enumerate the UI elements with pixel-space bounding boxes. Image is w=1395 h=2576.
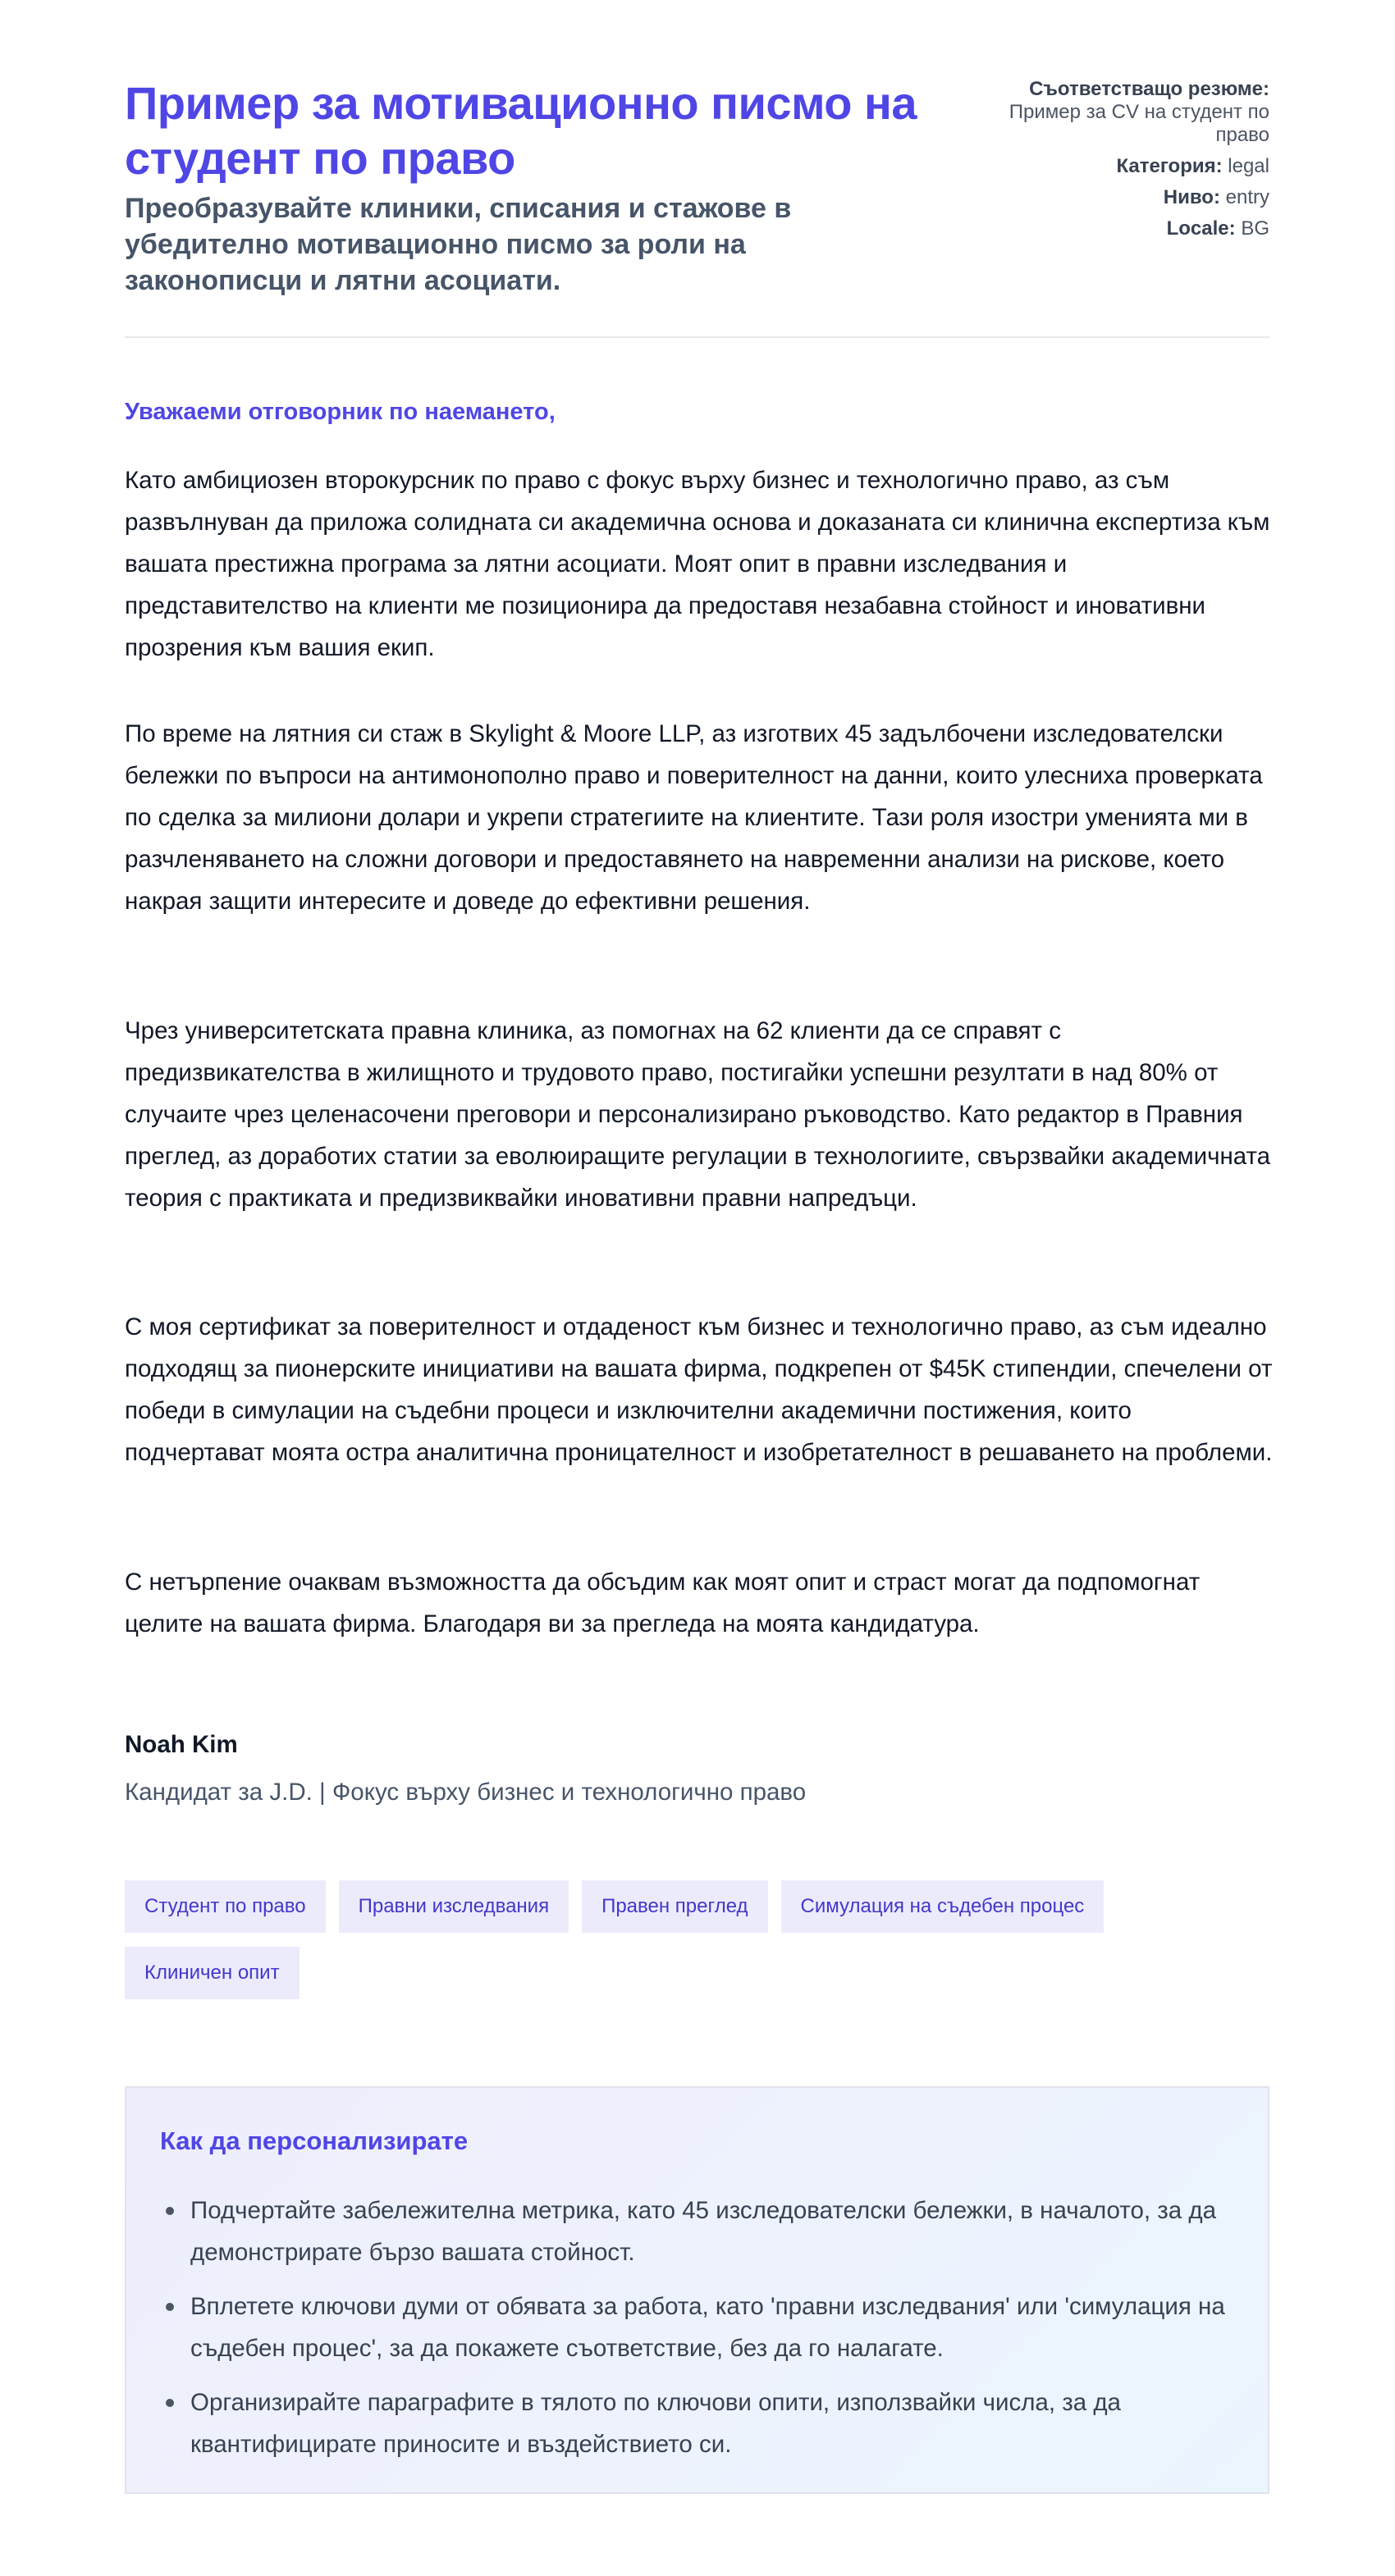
bullet-dot-icon — [166, 2399, 174, 2407]
letter-salutation: Уважаеми отговорник по наемането, — [125, 399, 556, 425]
letter-paragraph: Като амбициозен второкурсник по право с фокус върху бизнес и технологично право, аз съм развълнуван да приложа солидната си академична основа и доказаната си клинична експертиза към вашата престижна програма за лятни асоциати. Моят опит в правни изследвания и представителство на клиенти ме позиционира да предоставя незабавна стойност и иновативни прозрения към вашия екип. — [125, 467, 1270, 661]
meta-level — [999, 186, 1269, 209]
tips-list-item — [190, 2286, 1274, 2369]
meta-locale-value: BG — [1241, 217, 1269, 240]
bullet-dot-icon — [166, 2207, 174, 2215]
tips-heading: Как да персонализирате — [160, 2126, 469, 2155]
signature-title: Кандидат за J.D. | Фокус върху бизнес и технологично право — [125, 1779, 807, 1806]
tag-chip[interactable]: Симулация на съдебен процес — [781, 1880, 1105, 1933]
tips-item-text: Организирайте параграфите в тялото по ключови опити, използвайки числа, за да квантифицирате приносите и въздействието си. — [190, 2389, 1121, 2458]
meta-related-resume-label: Съответстващо резюме: — [1029, 78, 1269, 100]
meta-info — [999, 78, 1269, 249]
page-subtitle: Преобразувайте клиники, списания и стажове в убедително мотивационно писмо за роли на законописци и лятни асоциати. — [125, 193, 792, 296]
letter-paragraph: С нетърпение очаквам възможността да обсъдим как моят опит и страст могат да подпомогнат целите на вашата фирма. Благодаря ви за прегледа на моята кандидатура. — [125, 1569, 1201, 1637]
tips-item-text: Вплетете ключови думи от обявата за работа, като 'правни изследвания' или 'симулация на съдебен процес', за да покажете съответствие, без да го налагате. — [190, 2293, 1225, 2362]
tips-item-text: Подчертайте забележителна метрика, като 45 изследователски бележки, в началото, за да демонстрирате бързо вашата стойност. — [190, 2197, 1217, 2266]
tag-chip[interactable]: Клиничен опит — [125, 1947, 300, 1999]
page-title: Пример за мотивационно писмо на студент по право — [125, 77, 917, 184]
tag-list — [125, 1880, 1191, 1999]
meta-related-resume — [999, 78, 1269, 147]
meta-category — [999, 155, 1269, 178]
tips-list-item — [190, 2382, 1274, 2465]
meta-category-label: Категория: — [1116, 155, 1223, 177]
tag-chip[interactable]: Правен преглед — [582, 1880, 767, 1933]
tag-chip[interactable]: Студент по право — [125, 1880, 326, 1933]
meta-category-value: legal — [1228, 155, 1269, 177]
meta-level-value: entry — [1225, 186, 1269, 208]
cover-letter-page — [125, 0, 1273, 2458]
bullet-dot-icon — [166, 2303, 174, 2311]
meta-level-label: Ниво: — [1163, 186, 1220, 208]
tips-list-item — [190, 2190, 1274, 2273]
meta-locale-label: Locale: — [1166, 217, 1236, 240]
tag-chip[interactable]: Правни изследвания — [339, 1880, 569, 1933]
letter-paragraph: С моя сертификат за поверителност и отдаденост към бизнес и технологично право, аз съм идеално подходящ за пионерските инициативи на вашата фирма, подкрепен от $45K стипендии, спечелени от победи в симулации на съдебни процеси и изключителни академични постижения, които подчертават моята остра аналитична проницателност и изобретателност в решаването на проблеми. — [125, 1313, 1273, 1466]
signature-name: Noah Kim — [125, 1731, 238, 1758]
tips-list — [160, 2190, 1274, 2478]
letter-paragraph: Чрез университетската правна клиника, аз помогнах на 62 клиенти да се справят с предизвикателства в жилищното и трудовото право, постигайки успешни резултати в над 80% от случаите чрез целенасочени преговори и персонализирано ръководство. Като редактор в Правния преглед, аз доработих статии за еволюиращите регулации в технологиите, свързвайки академичната теория с практиката и предизвиквайки иновативни правни напредъци. — [125, 1017, 1271, 1212]
letter-paragraph: По време на лятния си стаж в Skylight & Moore LLP, аз изготвих 45 задълбочени изследователски бележки по въпроси на антимонополно право и поверителност на данни, които улесниха проверката по сделка за милиони долари и укрепи стратегиите на клиентите. Тази роля изостри уменията ми в разчленяването на сложни договори и предоставянето на навременни анализи на рискове, което накрая защити интересите и доведе до ефективни решения. — [125, 720, 1263, 915]
meta-related-resume-link[interactable]: Пример за CV на студент по право — [1009, 101, 1269, 146]
page-header — [125, 0, 1269, 338]
customization-tips-box — [125, 2086, 1269, 2494]
meta-locale — [999, 217, 1269, 240]
